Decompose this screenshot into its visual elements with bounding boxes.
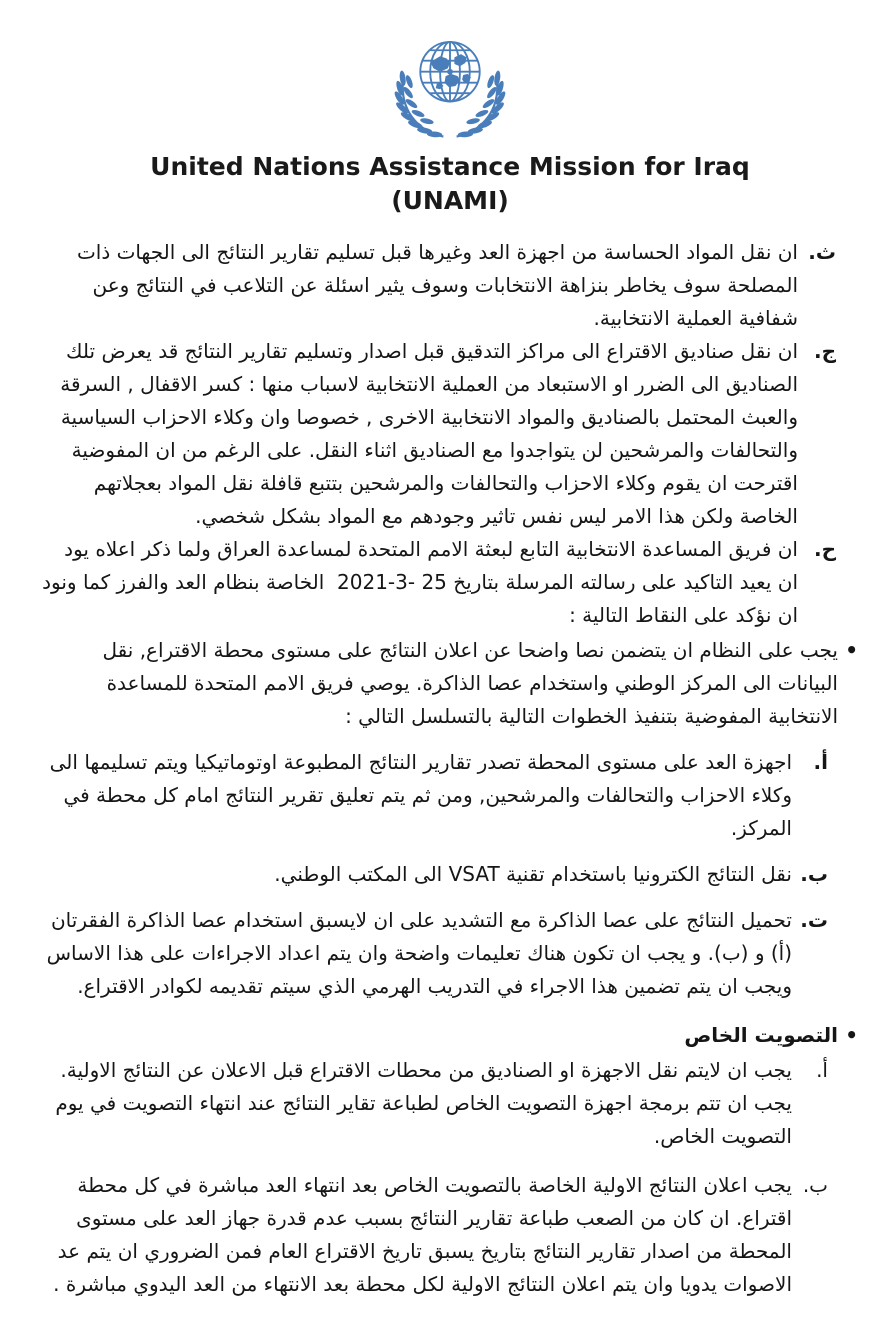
list-marker: ب. [802,1172,828,1197]
list-marker: أ. [816,1057,828,1082]
list-marker: ب. [800,861,828,886]
list-item-tha [42,236,836,335]
document-body [42,236,858,1301]
list-item-text: ان فريق المساعدة الانتخابية التابع لبعثة الامم المتحدة لمساعدة العراق ولما ذكر اعلاه يود ان يعيد التاكيد على رسالته المرسلة بتاريخ ‭2021-3- 25‬ الخاصة بنظام العد والفرز كما ونود ان نؤكد على النقاط التالية : [42,536,798,627]
list-item-text: ان نقل المواد الحساسة من اجهزة العد وغيرها قبل تسليم تقارير النتائج الى الجهات ذات المصلحة سوف يخاطر بنزاهة الانتخابات وسوف يثير اسئلة عن التلاعب في النتائج وعن شفافية العملية الانتخابية. [76,239,798,330]
un-emblem-icon [384,26,516,146]
bullet-icon: • [845,1022,858,1047]
sub-item-text: تحميل النتائج على عصا الذاكرة مع التشديد على ان لايسبق استخدام عصا الذاكرة الفقرتان (أ) و (ب). و يجب ان تكون هناك تعليمات واضحة وان يتم اعداد الاجراءات على هذا الاساس ويجب ان يتم تضمين هذا الاجراء في التدريب الهرمي الذي سيتم تقديمه لكوادر الاقتراع. [46,907,792,998]
sub-item-alef-2 [42,1054,828,1153]
sub-item-text: نقل النتائج الكترونيا باستخدام تقنية VSAT الى المكتب الوطني. [274,861,792,886]
title-line-2: (UNAMI) [391,185,509,215]
list-item-jim [42,335,836,533]
list-item-text: ان نقل صناديق الاقتراع الى مراكز التدقيق قبل اصدار وتسليم تقارير النتائج قد يعرض تلك الصناديق الى الضرر او الاستبعاد من العملية الانتخابية لاسباب منها : كسر الاقفال , السرقة والعبث المحتمل بالصناديق والمواد الانتخابية الاخرى , خصوصا وان وكلاء الاحزاب السياسية والتحالفات والمرشحين لن يتواجدوا مع الصناديق اثناء النقل. على الرغم من ان المفوضية اقترحت ان يقوم وكلاء الاحزاب والتحالفات والمرشحين بتتبع قافلة نقل المواد بعجلاتهم الخاصة ولكن هذا الامر ليس نفس تاثير وجودهم مع المواد بشكل شخصي. [60,338,798,528]
sub-item-ba-2 [42,1169,828,1301]
section-heading-text: التصويت الخاص [684,1022,838,1047]
bullet-icon: • [845,637,858,662]
sub-item-text: يجب اعلان النتائج الاولية الخاصة بالتصويت الخاص بعد انتهاء العد مباشرة في كل محطة اقتراع. ان كان من الصعب طباعة تقارير النتائج بسبب عدم قدرة جهاز العد على مستوى المحطة من اصدار تقارير النتائج بتاريخ يسبق تاريخ الاقتراع العام فمن الضروري ان يتم عد الاصوات يدويا وان يتم اعلان النتائج الاولية لكل محطة بعد الانتهاء من العد اليدوي مباشرة . [53,1172,792,1296]
bullet-item-text: يجب على النظام ان يتضمن نصا واضحا عن اعلان النتائج على مستوى محطة الاقتراع, نقل البيانات الى المركز الوطني واستخدام عصا الذاكرة. يوصي فريق الامم المتحدة للمساعدة الانتخابية المفوضية بتنفيذ الخطوات التالية بالتسلسل التالي : [102,637,838,728]
sub-item-ba-1 [42,858,828,891]
list-marker: ح. [813,536,836,561]
sub-item-ta-1 [42,904,828,1003]
title-line-1: United Nations Assistance Mission for Iraq [150,152,750,181]
list-marker: ت. [800,907,828,932]
sub-item-alef-1 [42,746,828,845]
list-marker: أ. [813,749,828,774]
sub-item-text: اجهزة العد على مستوى المحطة تصدر تقارير النتائج المطبوعة اوتوماتيكيا ويتم تسليمها الى وكلاء الاحزاب والتحالفات والمرشحين, ومن ثم يتم تعليق تقرير النتائج امام كل محطة في المركز. [49,749,792,840]
list-marker: ث. [808,239,836,264]
list-marker: ج. [813,338,836,363]
bullet-item-system [42,634,858,733]
section-heading-special-voting [42,1019,858,1052]
document-header [42,26,858,218]
list-item-hha [42,533,836,632]
sub-item-text: يجب ان لايتم نقل الاجهزة او الصناديق من محطات الاقتراع قبل الاعلان عن النتائج الاولية. يجب ان تتم برمجة اجهزة التصويت الخاص لطباعة تقاير النتائج عند انتهاء التصويت في يوم التصويت الخاص. [55,1057,792,1148]
